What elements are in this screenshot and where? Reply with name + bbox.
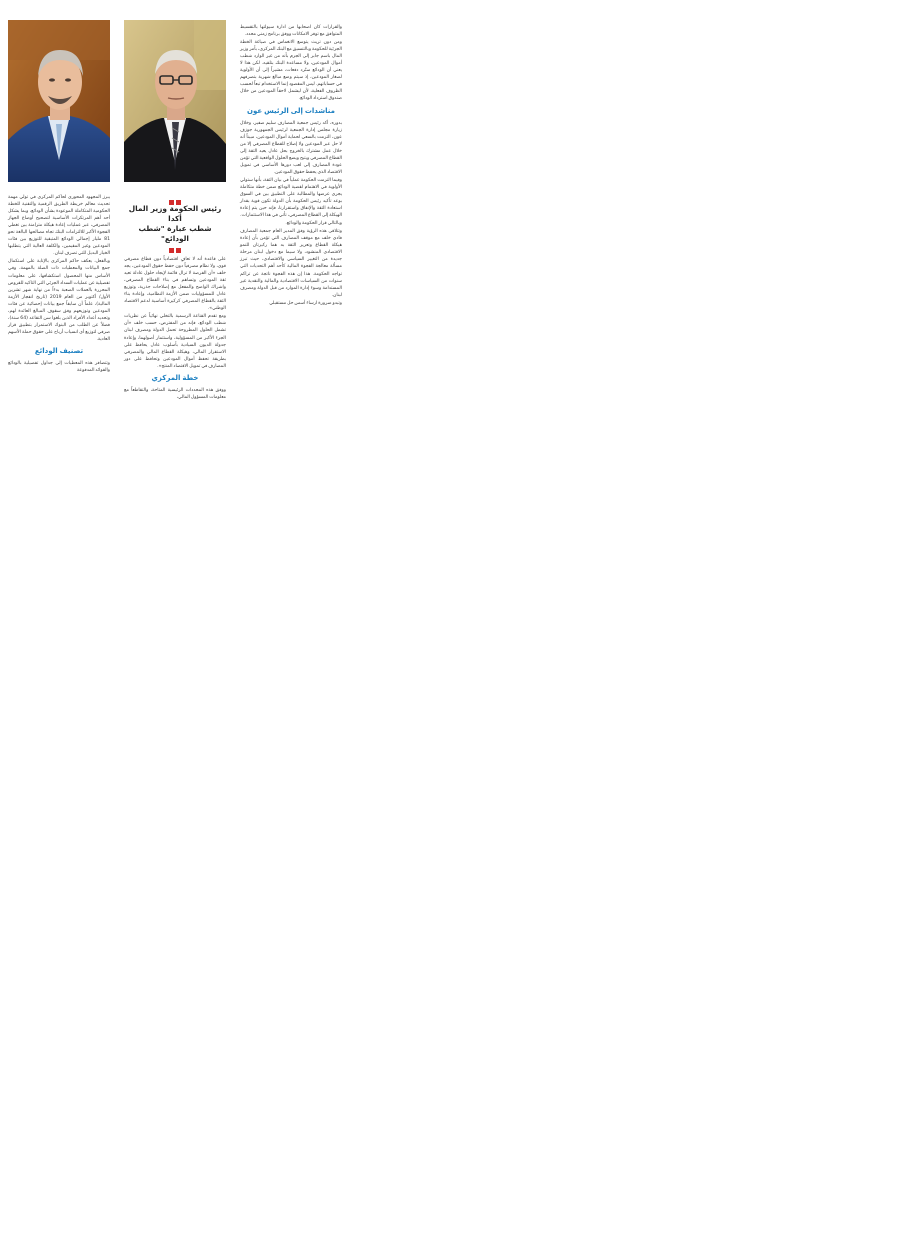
caption-line-2: شطب عبارة "شطب الودائع" <box>138 224 212 243</box>
caption-line-1: رئيس الحكومة وزير المال أكدا <box>128 204 222 223</box>
paragraph: وبالتالي قرار الحكومة والودائع. <box>285 221 342 227</box>
paragraph: بدوره، أكد رئيس جمعية المصارف سليم صفير، وخلال زيارة مجلس إدارة الجمعية لرئيس الجمهورية جوزف عون، التزمت بالسعي لحماية أموال المودعين، مبيناً أنه لا حل عبر المودعين ولا إصلاح للقطاع المصرفي إلا من خلال عمل مشترك بالخروج بحل عادل يعيد الثقة إلى القطاع المصرفي ويتيح ويضع الحلول الواقعية التي تؤمن عودة المصارف إلى لعب دورها الأساسي في تمويل الاقتصاد الذي يحفظ حقوق المودعين. <box>240 120 342 175</box>
paragraph: ووفق هذه المحددات الرئيسية المتاحة، والتقاطعاً مع معلومات المسؤول المالي، <box>124 387 226 400</box>
paragraph: ومع تقدم القناعة الرسمية بالتخلي نهائياً عن نظريات شطب الودائع، فإنه من المفترض، حسب خلف «أن تشمل الحلول المطروحة تحمل الدولة ومصرف لبنان الجزء الأكبر من المسؤولية، واستثمار أصولهما، وإعادة جدولة الديون السيادية بأسلوب عادل يحافظ على الاستقرار المالي، وهيكلة القطاع المالي والمصرفي بطريقة تحفظ أموال المودعين وتحافظ على دور المصارف في تمويل الاقتصاد المنتج». <box>124 314 226 369</box>
photo-caption <box>124 196 226 252</box>
portrait-left-image <box>8 20 110 182</box>
portrait-photo-right <box>124 20 226 182</box>
paragraph: يبرز المجهود المحوري لحاكم المركزي في تولي مهمة تحديث معالم خريطة الطريق الرقمية والتقنية للخطة الحكومية المتكاملة الموعودة بشأن الودائع، وبما يشكل أحد أهم المرتكزات الأساسية لتصحيح أوضاع الجهاز المصرفي، عبر عمليات إعادة هيكلة متزامنة بين تغطي الفجوة الأكبر للالتزامات البنك تجاه مصالحها البالغة نحو 81 مليار إجمالي الودائع المتبقية للتوزيع بين فئات المودعين وغير المقيمين، والكلفة العالية التي يتطلبها الخيار البديل للتي تصرف لبنان. <box>8 195 110 257</box>
section-heading: خطة المركزي <box>151 373 199 382</box>
paragraph: ومن دون تريث يتوسع الانغماس في صياغة الخطة الجزئية للحكومة وبالتنسيق مع البنك المركزي، بأمر وزير المال باسم جابر إلى الجزم بأنه من غير الوارد شطب أموال المودعين، ولا مساعدة البنك بتلقيه. لكن هذا لا يعني أن الودائع ستُرد دفعات، مشيراً إلى أن الأولوية لصغار المودعين، إذ سيتم وضع مبالغ شهرية بتصرفهم في حساباتهم. ليس المقصود إنما الاستخدام تبعاً لحسب الظروف الفعلية، لأن ليشمل لاحقاً المودعين من خلال صندوق استرداد الودائع. <box>240 40 342 102</box>
caption-marker-bottom <box>124 244 226 252</box>
paragraph: وفيما التزمت الحكومة عملياً في بيان الثقة، بأنها ستولي الأولوية في الاهتمام لقضية الودائع ضمن خطة متكاملة يجري عرضها والمطالبة على التطبيق بين في السوق بوعد تأكيد رئيس الحكومة بأن الدولة تكون قوية بقدار استعادة الثقة والإنفاق واستقرارنا، فإنه حين يتم إعادة الهيكلة إلى القطاع المصرفي، تأتي في هذا الاستثمارات. <box>240 177 342 219</box>
portrait-photo-left <box>8 20 110 182</box>
caption-marker-top <box>124 196 226 204</box>
paragraph: وتبدو ضرورة ارساء أسس حل مستقبلي <box>269 300 342 306</box>
text-column-left <box>8 194 110 375</box>
section-heading: مناشدات إلى الرئيس عون <box>246 106 335 115</box>
portrait-right-image <box>124 20 226 182</box>
text-column-middle <box>124 256 226 402</box>
paragraph: وتتضافر هذه المعطيات إلى جداول تفصيلية بالودائع والفوائد المدفوعة <box>8 360 110 374</box>
paragraph: على قاعدة أنه لا تعافٍ اقتصادياً دون قطاع مصرفي قوي، ولا نظام مصرفياً دون حفظ حقوق المودعين، يجد خلف «أن الفرصة لا تزال قائمة لإيجاد حلول عادلة تعيد ثقة المودعين وتساهم في بناء القطاع المصرفي، واشراك الواضح والمفعل مع إصلاحات جذرية، وتوزيع عادل للمسؤوليات ضمن الأزمة النظامية، وإعادة بناء الثقة بالقطاع المصرفي كركيزة أساسية لدعم الاقتصاد الوطني». <box>124 257 226 312</box>
paragraph: وبالفعل، يعكف حاكم المركزي بالإنابة على استكمال جمع البيانات والمعطيات ذات الصلة بالمهمة، وفي الأساس منها المحصول استكشافها، على معلومات تفصيلية عن عمليات السداد الجزئي التي التاكيد للقروض المحررة بالعملات الصعبة بدءاً من نهاية شهر تشرين الأول/ أكتوبر من العام 2019 (تاريخ انفجار الأزمة المالية)، علماً أن سابقاً جمع بيانات إحصائية عن فئات المودعين وتوزيعهم وفق سقوف المبالغ العائدة لهم، وتحديد أعداد الأفراد الذين بلغوا سن التقاعد (64 سنة)، فضلاً عن الطلب من البنوك الاستمرار بتطبيق قرار صرفي لتوزيع أي انسياب أرباح على حقوق حملة الأسهم العادية. <box>7 259 110 342</box>
paragraph: وتتلاقى هذه الرؤية وفق المدير العام جمعية المصارف فادي خلف مع موقف المصارف التي تؤمن بأن إعادة هيكلة القطاع وتعزيز الثقة به هما ركيزتان للنمو الاقتصادي المنشود، ولا سيما مع دخول لبنان مرحلة جديدة من التغيير السياسي والاقتصادي، حيث تبرز مسألة معالجة الفجوة المالية كأحد أهم التحديات التي تواجه الحكومة. هذا إن هذه الفجوة ناتجة عن تراكم سنوات من السياسات الاقتصادية والمالية والنقدية غير المستدامة وسوء إدارة الموارد من قبل الدولة ومصرف لبنان. <box>240 229 342 298</box>
text-column-right <box>240 24 342 308</box>
section-heading: تصنيف الودائع <box>34 346 84 355</box>
paragraph: والقرارات كان اصحابها من ادارة سيولتها بالتقسيط المتوافق مع توفر الامكانات ووفق برنامج زمني محدد. <box>240 25 342 38</box>
